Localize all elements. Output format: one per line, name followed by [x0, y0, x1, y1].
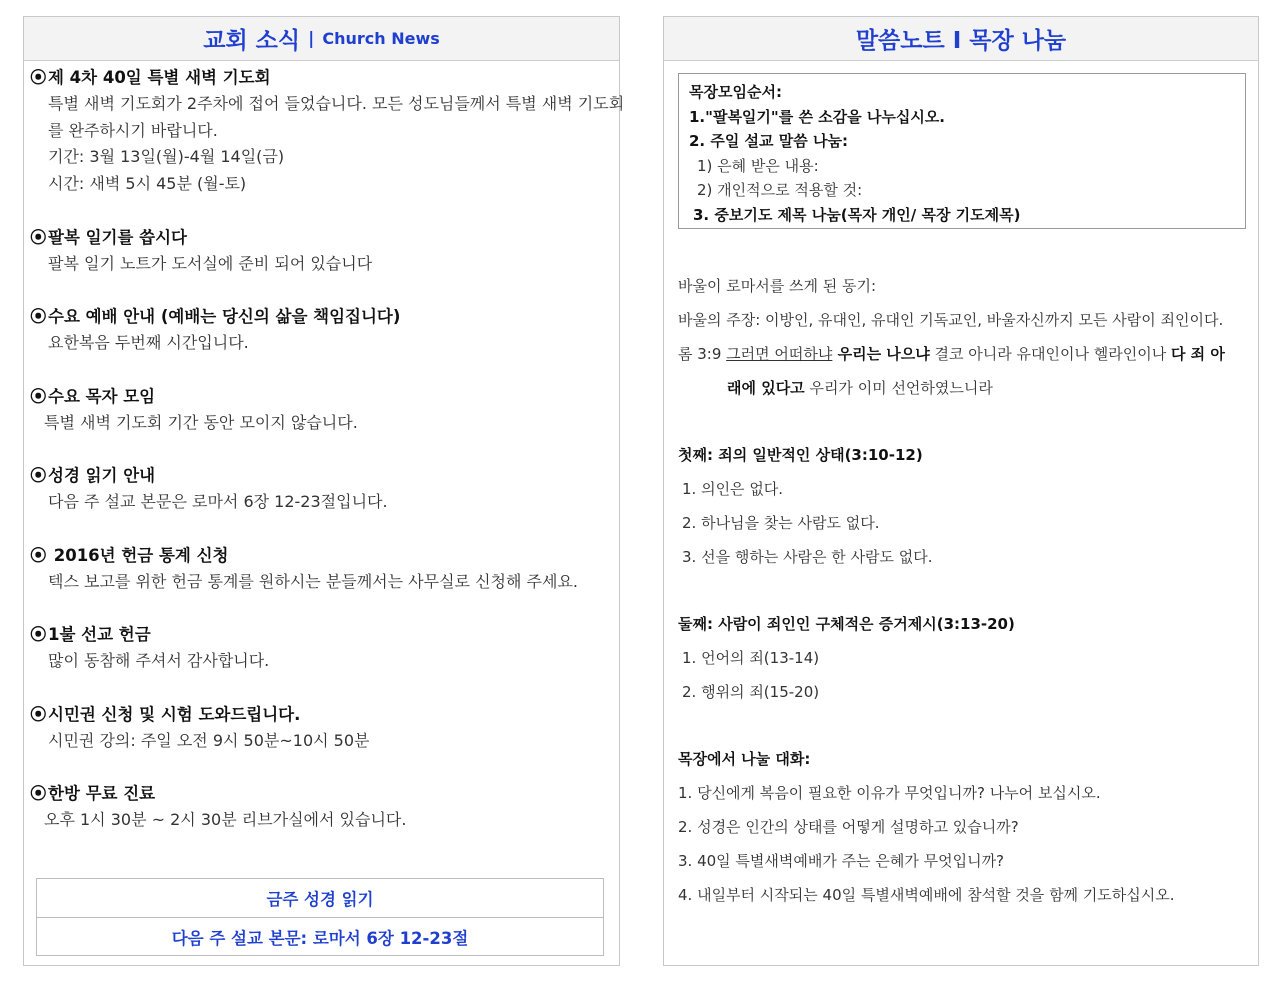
church-news-panel — [23, 16, 625, 966]
news-title: ⦿수요 목자 모임 — [30, 384, 615, 410]
news-item-oriental-clinic — [30, 781, 615, 834]
bullet-icon: ⦿ — [30, 307, 47, 326]
news-title: ⦿성경 읽기 안내 — [30, 463, 615, 489]
news-body-line: 오후 1시 30분 ~ 2시 30분 리브가실에서 있습니다. — [44, 810, 407, 829]
news-body-line: 팔복 일기 노트가 도서실에 준비 되어 있습니다 — [48, 254, 373, 273]
news-title: ⦿ 2016년 헌금 통계 신청 — [30, 543, 615, 569]
news-item-shepherd-meeting — [30, 384, 615, 437]
news-title: ⦿시민권 신청 및 시험 도와드립니다. — [30, 702, 615, 728]
sermon-note-panel — [663, 16, 1259, 966]
list-item: 1. 의인은 없다. — [682, 480, 784, 498]
news-body-line: 특별 새벽 기도회가 2주차에 접어 들었습니다. 모든 성도님들께서 특별 새벽 기도회 — [48, 94, 625, 113]
news-title: ⦿1불 선교 헌금 — [30, 622, 615, 648]
bible-reading-box — [36, 878, 604, 956]
news-item-bible-reading — [30, 463, 615, 516]
church-news-header — [24, 17, 619, 61]
news-title: ⦿제 4차 40일 특별 새벽 기도회 — [30, 65, 615, 91]
bible-reading-title: 금주 성경 읽기 — [266, 890, 374, 909]
bullet-icon: ⦿ — [30, 546, 47, 565]
news-body-line: 기간: 3월 13일(월)-4월 14일(금) — [48, 147, 285, 166]
bullet-icon: ⦿ — [30, 705, 47, 724]
news-item-wednesday-worship — [30, 304, 615, 357]
meeting-order-item: 2. 주일 설교 말씀 나눔: — [689, 132, 848, 150]
news-body-line: 요한복음 두번째 시간입니다. — [48, 333, 249, 352]
list-item: 4. 내일부터 시작되는 40일 특별새벽예배에 참석할 것을 함께 기도하십시오. — [678, 886, 1175, 904]
claim-text: 바울의 주장: 이방인, 유대인, 유대인 기독교인, 바울자신까지 모든 사람이 죄인이다. — [678, 311, 1224, 329]
sermon-note-header — [664, 17, 1258, 61]
news-item-mission-offering — [30, 622, 615, 675]
list-item: 2. 성경은 인간의 상태를 어떻게 설명하고 있습니까? — [678, 818, 1019, 836]
section-second-title: 둘째: 사람이 죄인인 구체적은 증거제시(3:13-20) — [678, 615, 1015, 633]
meeting-order-title: 목장모임순서: — [689, 83, 782, 101]
bullet-icon: ⦿ — [30, 625, 47, 644]
news-item-citizenship — [30, 702, 615, 755]
bullet-icon: ⦿ — [30, 228, 47, 247]
list-item: 2. 하나님을 찾는 사람도 없다. — [682, 514, 880, 532]
bullet-icon: ⦿ — [30, 68, 47, 87]
meeting-order-item: 3. 중보기도 제목 나눔(목자 개인/ 목장 기도제목) — [693, 205, 1021, 224]
news-title: ⦿수요 예배 안내 (예배는 당신의 삶을 책임집니다) — [30, 304, 615, 330]
talk-title: 목장에서 나눌 대화: — [678, 750, 811, 768]
news-title: ⦿팔복 일기를 씁시다 — [30, 225, 615, 251]
meeting-order-subitem: 1) 은혜 받은 내용: — [697, 156, 819, 175]
list-item: 3. 선을 행하는 사람은 한 사람도 없다. — [682, 548, 933, 566]
verse-line-2: 래에 있다고 우리가 이미 선언하였느니라 — [727, 379, 993, 397]
news-item-beatitudes-diary — [30, 225, 615, 278]
meeting-order-subitem: 2) 개인적으로 적용할 것: — [697, 181, 863, 199]
list-item: 2. 행위의 죄(15-20) — [682, 683, 820, 701]
meeting-order-box — [678, 73, 1246, 229]
list-item: 1. 언어의 죄(13-14) — [682, 649, 820, 667]
news-body-line: 많이 동참해 주셔서 감사합니다. — [48, 651, 270, 670]
header-separator: | — [308, 28, 315, 49]
sermon-note-title: 말씀노트 I 목장 나눔 — [855, 28, 1067, 54]
list-item: 1. 당신에게 복음이 필요한 이유가 무엇입니까? 나누어 보십시오. — [678, 784, 1101, 802]
motive-text: 바울이 로마서를 쓰게 된 동기: — [678, 277, 877, 295]
news-title: ⦿한방 무료 진료 — [30, 781, 615, 807]
news-body-line: 시민권 강의: 주일 오전 9시 50분~10시 50분 — [48, 731, 370, 750]
section-first-title: 첫째: 죄의 일반적인 상태(3:10-12) — [678, 446, 923, 464]
bullet-icon: ⦿ — [30, 784, 47, 803]
meeting-order-item: 1."팔복일기"를 쓴 소감을 나누십시오. — [689, 107, 945, 126]
bullet-icon: ⦿ — [30, 387, 47, 406]
church-news-subtitle: Church News — [322, 29, 440, 48]
news-body-line: 특별 새벽 기도회 기간 동안 모이지 않습니다. — [44, 413, 358, 432]
news-body-line: 를 완주하시기 바랍니다. — [48, 120, 218, 140]
news-body-line: 텍스 보고를 위한 헌금 통계를 원하시는 분들께서는 사무실로 신청해 주세요. — [48, 572, 578, 591]
list-item: 3. 40일 특별새벽예배가 주는 은혜가 무엇입니까? — [678, 852, 1005, 870]
news-body-line: 시간: 새벽 5시 45분 (월-토) — [48, 173, 247, 193]
bullet-icon: ⦿ — [30, 466, 47, 485]
news-item-dawn-prayer — [30, 65, 625, 197]
verse-line-1: 롬 3:9 그러면 어떠하냐 우리는 나으냐 결코 아니라 유대인이나 헬라인이나 다 죄 아 — [678, 345, 1225, 363]
news-body-line: 다음 주 설교 본문은 로마서 6장 12-23절입니다. — [48, 492, 388, 511]
next-sermon-text: 다음 주 설교 본문: 로마서 6장 12-23절 — [37, 917, 603, 955]
church-news-title: 교회 소식 — [203, 28, 301, 54]
news-item-offering-stats — [30, 543, 615, 596]
